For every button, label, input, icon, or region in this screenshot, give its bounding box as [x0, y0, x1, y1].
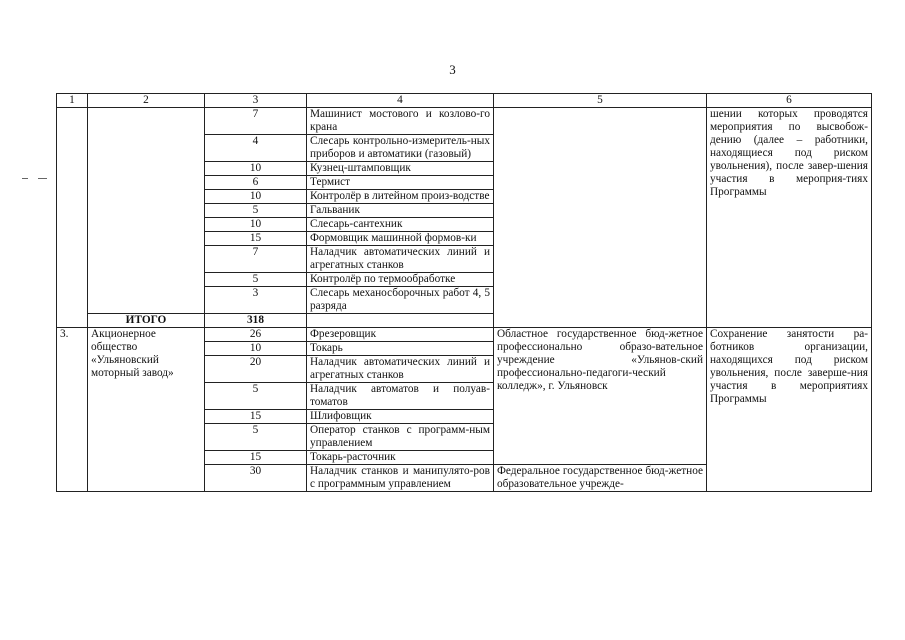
institution-cell: Областное государственное бюд-жетное профессионально образо-вательное учреждение «Ульянов-ский профессионально-педагоги-ческий колледж», г. Ульяновск: [494, 328, 707, 465]
profession-cell: Оператор станков с программ-ным управлением: [307, 424, 494, 451]
profession-cell: Кузнец-штамповщик: [307, 162, 494, 176]
number-cell: [57, 108, 88, 328]
organization-cell: [88, 328, 205, 492]
result-cell: шении которых проводятся мероприятия по высвобож-дению (далее – работники, находящиеся под риском увольнения), после завер-шения участия в мероприя-тиях Программы: [707, 108, 872, 328]
organization-name: Акционерное общество «Ульяновский моторный завод»: [91, 328, 174, 379]
profession-cell: Контролёр по термообработке: [307, 273, 494, 287]
count-cell: 20: [205, 356, 307, 383]
profession-cell: Контролёр в литейном произ-водстве: [307, 190, 494, 204]
count-cell: 3: [205, 287, 307, 314]
total-label: ИТОГО: [88, 314, 205, 328]
profession-cell: Шлифовщик: [307, 410, 494, 424]
section-number: 3.: [57, 328, 88, 492]
profession-cell: Наладчик автоматических линий и агрегатных станков: [307, 246, 494, 273]
count-cell: 5: [205, 383, 307, 410]
header-cell: 1: [57, 94, 88, 108]
count-cell: 10: [205, 190, 307, 204]
profession-cell: Слесарь-сантехник: [307, 218, 494, 232]
result-cell: Сохранение занятости ра-ботников организации, находящихся под риском увольнения, после заверше-ния участия в мероприятиях Программы: [707, 328, 872, 492]
header-cell: 6: [707, 94, 872, 108]
count-cell: 5: [205, 204, 307, 218]
count-cell: 7: [205, 108, 307, 135]
count-cell: 5: [205, 424, 307, 451]
count-cell: 6: [205, 176, 307, 190]
profession-cell: Слесарь механосборочных работ 4, 5 разряда: [307, 287, 494, 314]
profession-cell: Наладчик автоматов и полуав-томатов: [307, 383, 494, 410]
count-cell: 10: [205, 162, 307, 176]
header-cell: 3: [205, 94, 307, 108]
total-empty-cell: [307, 314, 494, 328]
scan-mark: [38, 178, 47, 179]
count-cell: 10: [205, 342, 307, 356]
profession-cell: Токарь-расточник: [307, 451, 494, 465]
count-cell: 4: [205, 135, 307, 162]
page-number: 3: [449, 62, 456, 77]
table-row: [57, 108, 872, 135]
count-cell: 15: [205, 232, 307, 246]
table-header-row: [57, 94, 872, 108]
profession-cell: Термист: [307, 176, 494, 190]
profession-cell: Токарь: [307, 342, 494, 356]
profession-cell: Слесарь контрольно-измеритель-ных приборов и автоматики (газовый): [307, 135, 494, 162]
profession-cell: Машинист мостового и козлово-го крана: [307, 108, 494, 135]
count-cell: 15: [205, 410, 307, 424]
count-cell: 26: [205, 328, 307, 342]
count-cell: 10: [205, 218, 307, 232]
scan-mark: [22, 178, 28, 179]
total-value: 318: [205, 314, 307, 328]
header-cell: 4: [307, 94, 494, 108]
profession-cell: Фрезеровщик: [307, 328, 494, 342]
count-cell: 15: [205, 451, 307, 465]
count-cell: 7: [205, 246, 307, 273]
institution-cell: Федеральное государственное бюд-жетное образовательное учрежде-: [494, 465, 707, 492]
header-cell: 2: [88, 94, 205, 108]
programme-table: [56, 93, 872, 492]
organization-cell: [88, 108, 205, 314]
count-cell: 30: [205, 465, 307, 492]
institution-cell: [494, 108, 707, 328]
profession-cell: Формовщик машинной формов-ки: [307, 232, 494, 246]
profession-cell: Гальваник: [307, 204, 494, 218]
header-cell: 5: [494, 94, 707, 108]
table-row: [57, 328, 872, 342]
profession-cell: Наладчик станков и манипулято-ров с программным управлением: [307, 465, 494, 492]
profession-cell: Наладчик автоматических линий и агрегатных станков: [307, 356, 494, 383]
count-cell: 5: [205, 273, 307, 287]
